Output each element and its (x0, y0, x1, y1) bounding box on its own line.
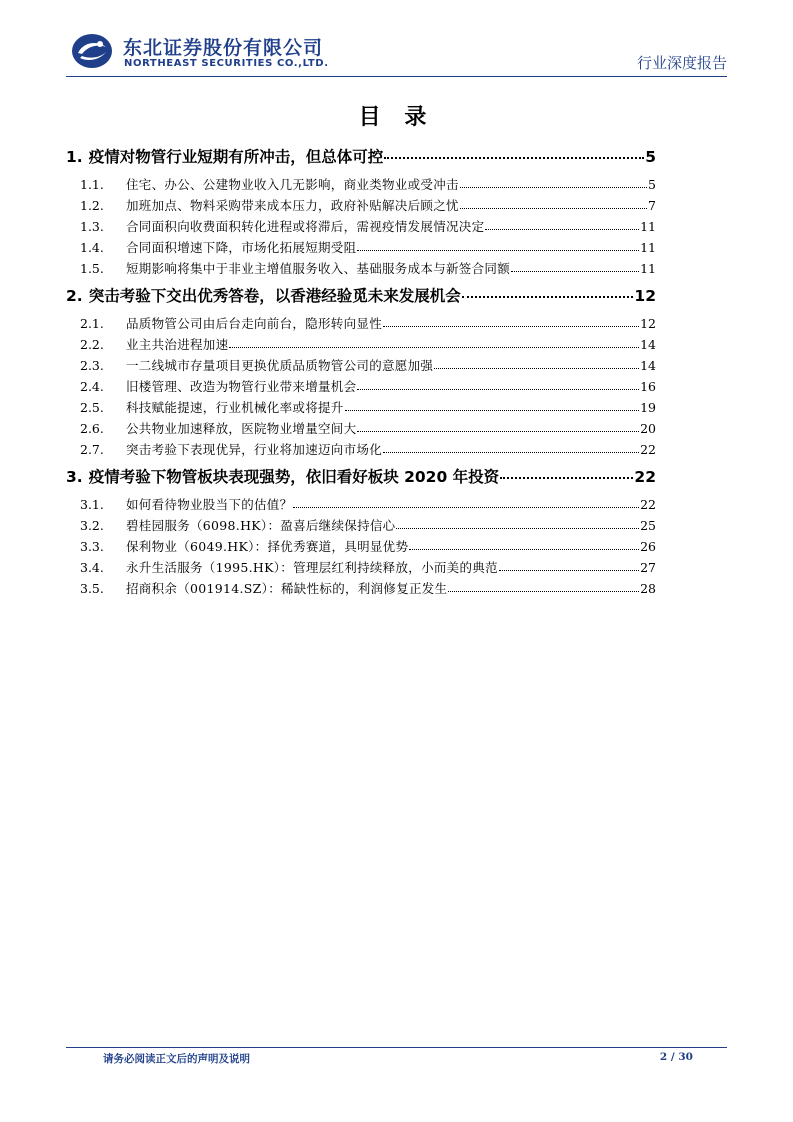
page-header (0, 0, 793, 80)
toc-entry-page: 16 (640, 379, 656, 394)
toc-entry-number: 2.2. (80, 337, 104, 352)
toc-entry-sub[interactable] (66, 515, 656, 536)
toc-leader-dots (462, 296, 634, 298)
toc-leader-dots (229, 347, 639, 348)
toc-entry-page: 11 (640, 261, 656, 276)
toc-entry-number: 1.1. (80, 177, 104, 192)
toc-entry-number: 2.5. (80, 400, 104, 415)
company-name-cn: 东北证券股份有限公司 (123, 37, 324, 59)
toc-entry-sub[interactable] (66, 439, 656, 460)
toc-leader-dots (448, 591, 639, 592)
toc-entry-sub[interactable] (66, 536, 656, 557)
toc-entry-title: 公共物业加速释放，医院物业增量空间大 (126, 421, 357, 436)
toc-entry-sub[interactable] (66, 355, 656, 376)
toc-entry-number: 3.5. (80, 581, 104, 596)
toc-entry-title: 一二线城市存量项目更换优质品质物管公司的意愿加强 (126, 358, 434, 373)
toc-entry-sub[interactable] (66, 195, 656, 216)
toc-leader-dots (345, 410, 639, 411)
toc-entry-title: 永升生活服务（1995.HK）：管理层红利持续释放，小而美的典范 (126, 560, 498, 575)
toc-entry-number: 2.7. (80, 442, 104, 457)
toc-leader-dots (409, 549, 639, 550)
toc-entry-sub[interactable] (66, 418, 656, 439)
toc-section (66, 283, 656, 460)
toc-entry-page: 11 (640, 240, 656, 255)
toc-entry-page: 14 (640, 358, 656, 373)
toc-entry-sub[interactable] (66, 237, 656, 258)
toc-entry-title: 短期影响将集中于非业主增值服务收入、基础服务成本与新签合同额 (126, 261, 511, 276)
toc-entry-number: 2.1. (80, 316, 104, 331)
toc-entry-title: 合同面积向收费面积转化进程或将滞后，需视疫情发展情况决定 (126, 219, 485, 234)
toc-entry-title: 突击考验下交出优秀答卷，以香港经验觅未来发展机会 (88, 287, 461, 305)
toc-leader-dots (499, 570, 639, 571)
toc-entry-number: 2.3. (80, 358, 104, 373)
toc-section (66, 144, 656, 279)
toc-entry-main[interactable] (66, 464, 656, 490)
toc-entry-sub[interactable] (66, 578, 656, 599)
footer-disclaimer: 请务必阅读正文后的声明及说明 (103, 1053, 250, 1065)
toc-leader-dots (383, 326, 639, 327)
toc-entry-page: 12 (634, 287, 656, 305)
toc-entry-page: 14 (640, 337, 656, 352)
toc-leader-dots (500, 477, 633, 479)
toc-entry-page: 19 (640, 400, 656, 415)
toc-entry-page: 20 (640, 421, 656, 436)
footer-page-number: 2 / 30 (659, 1051, 693, 1063)
table-of-contents (66, 140, 656, 599)
toc-entry-number: 3.2. (80, 518, 104, 533)
toc-entry-title: 住宅、办公、公建物业收入几无影响，商业类物业或受冲击 (126, 177, 459, 192)
toc-entry-title: 加班加点、物料采购带来成本压力，政府补贴解决后顾之忧 (126, 198, 459, 213)
toc-entry-sub[interactable] (66, 494, 656, 515)
footer-divider (66, 1047, 727, 1048)
toc-entry-number: 1.3. (80, 219, 104, 234)
toc-entry-sub[interactable] (66, 376, 656, 397)
toc-entry-number: 1. (66, 148, 83, 166)
toc-leader-dots (460, 208, 647, 209)
toc-entry-sub[interactable] (66, 313, 656, 334)
toc-title: 目 录 (358, 105, 435, 130)
toc-entry-number: 2.6. (80, 421, 104, 436)
toc-entry-page: 26 (640, 539, 656, 554)
toc-entry-number: 1.4. (80, 240, 104, 255)
toc-entry-sub[interactable] (66, 216, 656, 237)
toc-entry-number: 1.2. (80, 198, 104, 213)
toc-entry-title: 科技赋能提速，行业机械化率或将提升 (126, 400, 344, 415)
toc-entry-sub[interactable] (66, 397, 656, 418)
toc-entry-page: 7 (648, 198, 656, 213)
toc-entry-main[interactable] (66, 144, 656, 170)
toc-leader-dots (384, 157, 644, 159)
toc-entry-number: 3.1. (80, 497, 104, 512)
toc-entry-sub[interactable] (66, 334, 656, 355)
toc-entry-page: 5 (645, 148, 656, 166)
toc-entry-page: 22 (640, 442, 656, 457)
toc-entry-title: 品质物管公司由后台走向前台，隐形转向显性 (126, 316, 383, 331)
toc-entry-title: 如何看待物业股当下的估值？ (126, 497, 293, 512)
toc-entry-page: 11 (640, 219, 656, 234)
toc-entry-number: 1.5. (80, 261, 104, 276)
toc-entry-title: 碧桂园服务（6098.HK）：盈喜后继续保持信心 (126, 518, 396, 533)
company-name-en: NORTHEAST SECURITIES CO.,LTD. (124, 58, 329, 69)
toc-entry-number: 3.3. (80, 539, 104, 554)
toc-entry-title: 业主共治进程加速 (126, 337, 229, 352)
toc-leader-dots (357, 389, 639, 390)
toc-leader-dots (460, 187, 647, 188)
toc-entry-page: 22 (640, 497, 656, 512)
toc-entry-page: 27 (640, 560, 656, 575)
toc-entry-title: 合同面积增速下降，市场化拓展短期受阻 (126, 240, 357, 255)
toc-entry-number: 2.4. (80, 379, 104, 394)
toc-leader-dots (485, 229, 639, 230)
toc-entry-page: 22 (634, 468, 656, 486)
toc-entry-page: 28 (640, 581, 656, 596)
toc-section (66, 464, 656, 599)
report-type-label: 行业深度报告 (636, 54, 727, 72)
toc-leader-dots (434, 368, 639, 369)
company-logo-icon (70, 32, 114, 70)
toc-entry-title: 疫情对物管行业短期有所冲击，但总体可控 (88, 148, 384, 166)
toc-entry-page: 12 (640, 316, 656, 331)
toc-entry-title: 旧楼管理、改造为物管行业带来增量机会 (126, 379, 357, 394)
toc-leader-dots (357, 250, 639, 251)
toc-entry-sub[interactable] (66, 258, 656, 279)
toc-leader-dots (511, 271, 639, 272)
toc-entry-page: 25 (640, 518, 656, 533)
toc-entry-number: 3. (66, 468, 83, 486)
toc-entry-number: 2. (66, 287, 83, 305)
toc-entry-page: 5 (648, 177, 656, 192)
toc-entry-title: 保利物业（6049.HK）：择优秀赛道，具明显优势 (126, 539, 409, 554)
toc-entry-number: 3.4. (80, 560, 104, 575)
toc-entry-title: 突击考验下表现优异，行业将加速迈向市场化 (126, 442, 383, 457)
header-divider (66, 76, 727, 77)
toc-entry-sub[interactable] (66, 557, 656, 578)
toc-entry-title: 疫情考验下物管板块表现强势，依旧看好板块 2020 年投资 (88, 468, 500, 486)
toc-entry-sub[interactable] (66, 174, 656, 195)
toc-entry-title: 招商积余（001914.SZ）：稀缺性标的，利润修复正发生 (126, 581, 448, 596)
toc-entry-main[interactable] (66, 283, 656, 309)
toc-leader-dots (396, 528, 639, 529)
toc-leader-dots (383, 452, 639, 453)
toc-leader-dots (293, 507, 639, 508)
toc-leader-dots (357, 431, 639, 432)
